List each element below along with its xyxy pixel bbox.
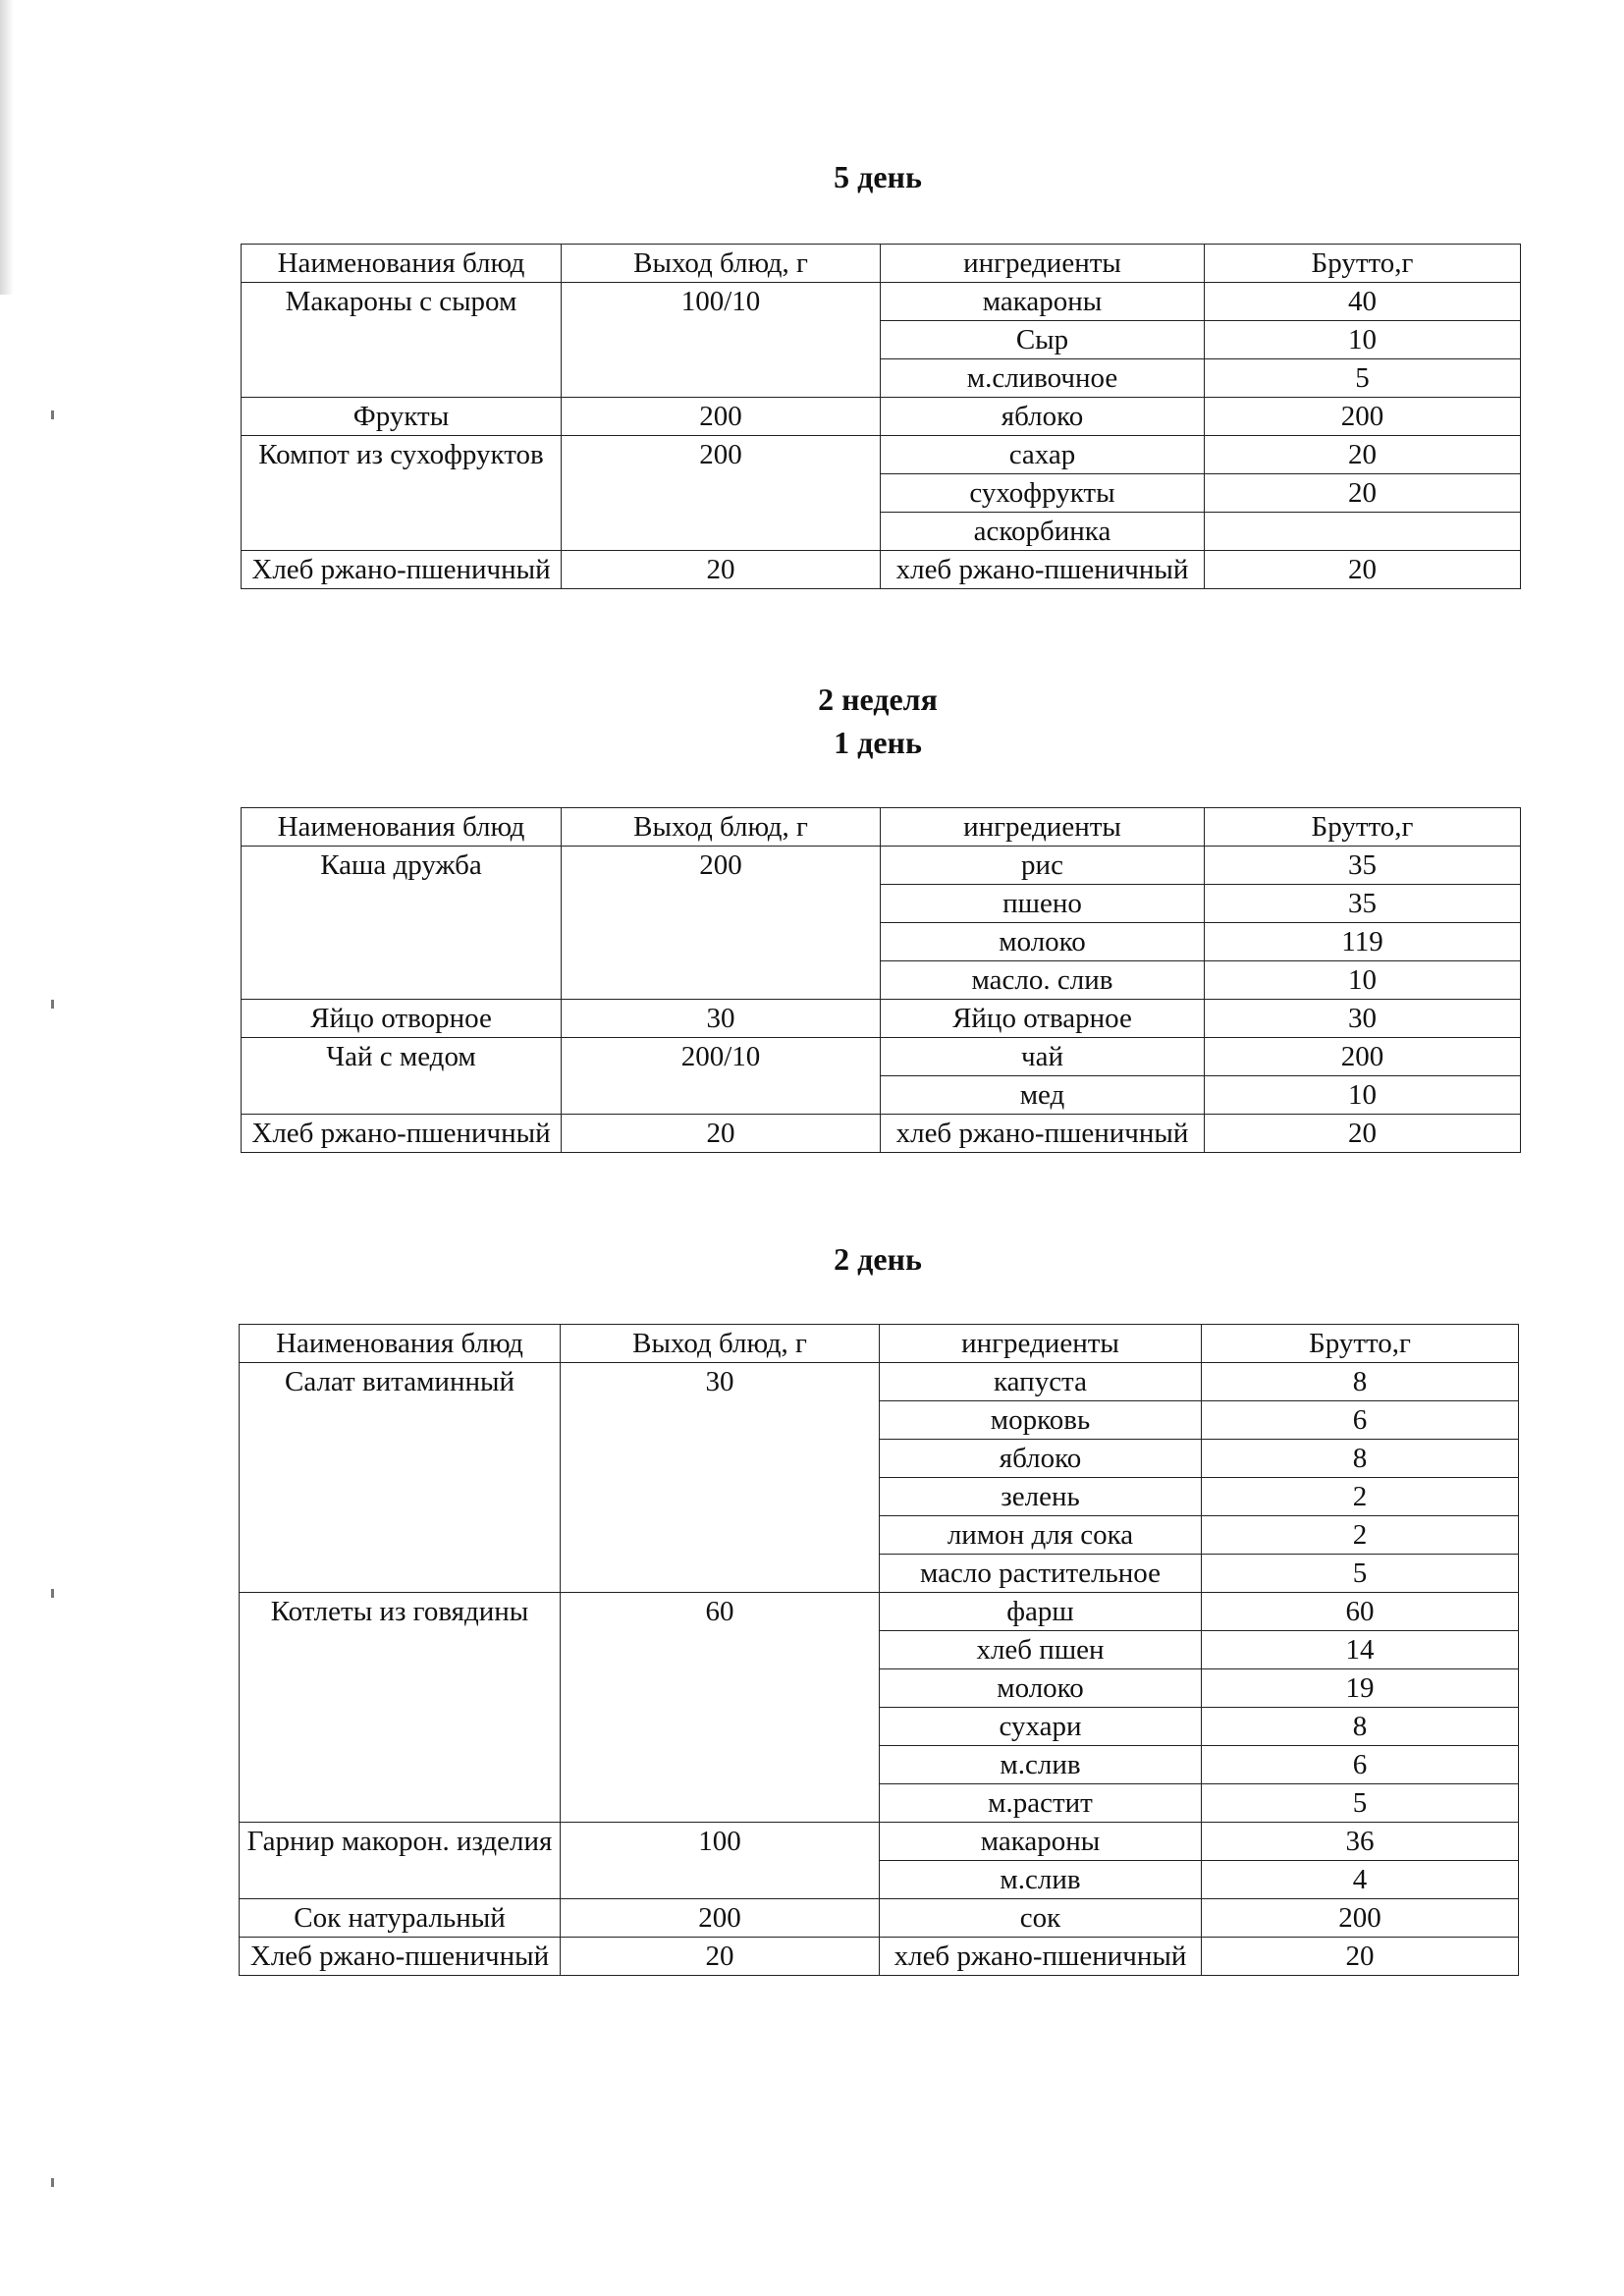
table-header-row: [240, 1325, 1519, 1363]
table-row: [242, 1115, 1521, 1153]
ingredient-name: зелень: [880, 1478, 1202, 1516]
ingredient-gross: 20: [1205, 1115, 1521, 1153]
scan-dot: [51, 1000, 54, 1009]
dish-name: Яйцо отворное: [242, 1000, 562, 1038]
ingredient-gross: 19: [1202, 1669, 1519, 1708]
column-header-dish: Наименования блюд: [242, 808, 562, 847]
table-row: [242, 551, 1521, 589]
ingredient-name: молоко: [881, 923, 1205, 961]
table-header-row: [242, 245, 1521, 283]
ingredient-gross: 30: [1205, 1000, 1521, 1038]
ingredient-gross: 10: [1205, 961, 1521, 1000]
ingredient-name: рис: [881, 847, 1205, 885]
dish-name: Фрукты: [242, 398, 562, 436]
ingredient-gross: 5: [1205, 359, 1521, 398]
dish-name: Салат витаминный: [240, 1363, 561, 1593]
ingredient-name: макароны: [881, 283, 1205, 321]
ingredient-gross: 8: [1202, 1708, 1519, 1746]
column-header-ingredients: ингредиенты: [881, 245, 1205, 283]
dish-name: Сок натуральный: [240, 1899, 561, 1938]
ingredient-gross: 40: [1205, 283, 1521, 321]
scan-dot: [51, 410, 54, 419]
dish-name: Каша дружба: [242, 847, 562, 1000]
ingredient-gross: 20: [1202, 1938, 1519, 1976]
ingredient-name: сухофрукты: [881, 474, 1205, 513]
scan-dot: [51, 2178, 54, 2187]
table-row: [240, 1593, 1519, 1631]
dish-yield: 200: [562, 436, 881, 551]
menu-table: [241, 244, 1521, 589]
ingredient-name: сахар: [881, 436, 1205, 474]
ingredient-gross: 200: [1202, 1899, 1519, 1938]
column-header-dish: Наименования блюд: [242, 245, 562, 283]
ingredient-name: м.растит: [880, 1784, 1202, 1823]
ingredient-name: м.сливочное: [881, 359, 1205, 398]
table-row: [240, 1363, 1519, 1401]
ingredient-name: яблоко: [880, 1440, 1202, 1478]
column-header-gross: Брутто,г: [1202, 1325, 1519, 1363]
menu-table: [241, 807, 1521, 1153]
ingredient-gross: 5: [1202, 1555, 1519, 1593]
section-title: 1 день: [834, 725, 922, 760]
menu-table: [239, 1324, 1519, 1976]
ingredient-name: хлеб ржано-пшеничный: [881, 551, 1205, 589]
ingredient-name: хлеб ржано-пшеничный: [880, 1938, 1202, 1976]
ingredient-gross: 10: [1205, 321, 1521, 359]
column-header-dish: Наименования блюд: [240, 1325, 561, 1363]
ingredient-name: мед: [881, 1076, 1205, 1115]
table-row: [242, 1038, 1521, 1076]
table-row: [240, 1938, 1519, 1976]
dish-yield: 30: [561, 1363, 880, 1593]
ingredient-name: фарш: [880, 1593, 1202, 1631]
dish-yield: 60: [561, 1593, 880, 1823]
dish-yield: 200: [562, 398, 881, 436]
ingredient-name: сухари: [880, 1708, 1202, 1746]
ingredient-gross: 200: [1205, 398, 1521, 436]
table-row: [240, 1899, 1519, 1938]
dish-yield: 20: [561, 1938, 880, 1976]
ingredient-gross: 8: [1202, 1440, 1519, 1478]
scan-dot: [51, 1589, 54, 1598]
week-title: 2 неделя: [818, 682, 938, 717]
ingredient-name: молоко: [880, 1669, 1202, 1708]
dish-yield: 20: [562, 551, 881, 589]
ingredient-gross: 10: [1205, 1076, 1521, 1115]
ingredient-name: хлеб пшен: [880, 1631, 1202, 1669]
column-header-gross: Брутто,г: [1205, 245, 1521, 283]
dish-name: Хлеб ржано-пшеничный: [242, 551, 562, 589]
column-header-gross: Брутто,г: [1205, 808, 1521, 847]
ingredient-gross: 14: [1202, 1631, 1519, 1669]
dish-name: Хлеб ржано-пшеничный: [240, 1938, 561, 1976]
ingredient-gross: 36: [1202, 1823, 1519, 1861]
section-title: 2 день: [834, 1241, 922, 1277]
dish-name: Макароны с сыром: [242, 283, 562, 398]
ingredient-gross: [1205, 513, 1521, 551]
column-header-ingredients: ингредиенты: [880, 1325, 1202, 1363]
ingredient-name: Сыр: [881, 321, 1205, 359]
ingredient-name: сок: [880, 1899, 1202, 1938]
table-row: [242, 283, 1521, 321]
dish-name: Хлеб ржано-пшеничный: [242, 1115, 562, 1153]
table-row: [242, 436, 1521, 474]
ingredient-gross: 35: [1205, 885, 1521, 923]
column-header-yield: Выход блюд, г: [562, 808, 881, 847]
dish-yield: 200/10: [562, 1038, 881, 1115]
ingredient-name: Яйцо отварное: [881, 1000, 1205, 1038]
ingredient-name: морковь: [880, 1401, 1202, 1440]
dish-yield: 200: [562, 847, 881, 1000]
scan-shadow: [0, 0, 14, 295]
ingredient-gross: 6: [1202, 1401, 1519, 1440]
ingredient-gross: 20: [1205, 474, 1521, 513]
ingredient-name: лимон для сока: [880, 1516, 1202, 1555]
ingredient-name: масло растительное: [880, 1555, 1202, 1593]
ingredient-name: чай: [881, 1038, 1205, 1076]
ingredient-gross: 200: [1205, 1038, 1521, 1076]
table-row: [242, 398, 1521, 436]
ingredient-name: макароны: [880, 1823, 1202, 1861]
ingredient-name: аскорбинка: [881, 513, 1205, 551]
section-title: 5 день: [834, 159, 922, 194]
table-row: [242, 1000, 1521, 1038]
dish-name: Компот из сухофруктов: [242, 436, 562, 551]
ingredient-gross: 60: [1202, 1593, 1519, 1631]
ingredient-gross: 20: [1205, 551, 1521, 589]
ingredient-name: яблоко: [881, 398, 1205, 436]
dish-name: Чай с медом: [242, 1038, 562, 1115]
column-header-yield: Выход блюд, г: [561, 1325, 880, 1363]
dish-yield: 20: [562, 1115, 881, 1153]
ingredient-gross: 2: [1202, 1516, 1519, 1555]
ingredient-gross: 6: [1202, 1746, 1519, 1784]
ingredient-gross: 8: [1202, 1363, 1519, 1401]
ingredient-name: м.слив: [880, 1746, 1202, 1784]
ingredient-gross: 4: [1202, 1861, 1519, 1899]
ingredient-gross: 119: [1205, 923, 1521, 961]
column-header-ingredients: ингредиенты: [881, 808, 1205, 847]
dish-name: Гарнир макорон. изделия: [240, 1823, 561, 1899]
dish-yield: 100: [561, 1823, 880, 1899]
dish-yield: 100/10: [562, 283, 881, 398]
ingredient-name: м.слив: [880, 1861, 1202, 1899]
ingredient-name: капуста: [880, 1363, 1202, 1401]
ingredient-gross: 35: [1205, 847, 1521, 885]
table-row: [242, 847, 1521, 885]
ingredient-gross: 2: [1202, 1478, 1519, 1516]
ingredient-name: пшено: [881, 885, 1205, 923]
dish-yield: 30: [562, 1000, 881, 1038]
table-header-row: [242, 808, 1521, 847]
ingredient-gross: 5: [1202, 1784, 1519, 1823]
table-row: [240, 1823, 1519, 1861]
dish-name: Котлеты из говядины: [240, 1593, 561, 1823]
ingredient-name: хлеб ржано-пшеничный: [881, 1115, 1205, 1153]
column-header-yield: Выход блюд, г: [562, 245, 881, 283]
dish-yield: 200: [561, 1899, 880, 1938]
ingredient-name: масло. слив: [881, 961, 1205, 1000]
ingredient-gross: 20: [1205, 436, 1521, 474]
